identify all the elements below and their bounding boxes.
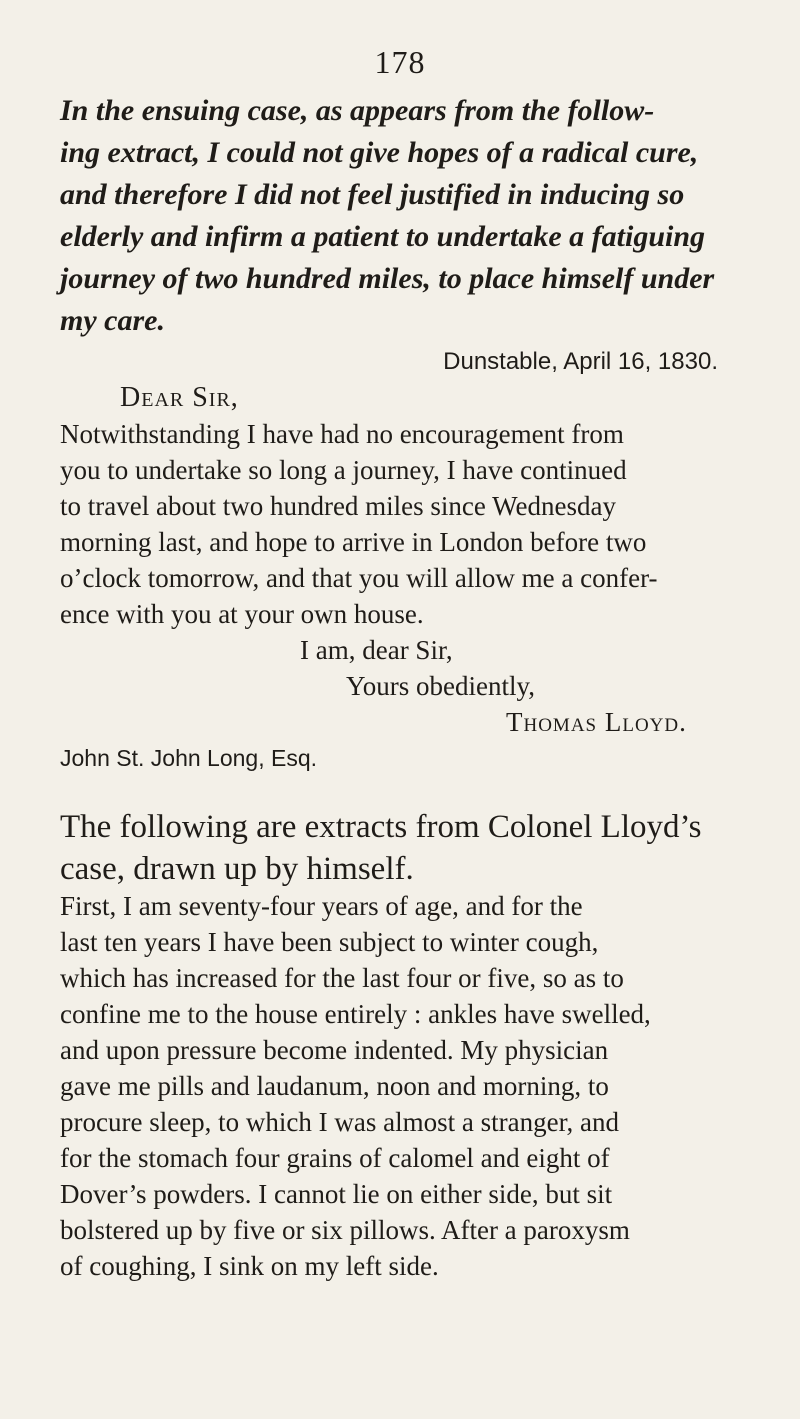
intro-paragraph: [60, 90, 740, 342]
letter-body-line: morning last, and hope to arrive in London before two: [60, 527, 647, 557]
page-number: 178: [374, 44, 426, 80]
case-line: gave me pills and laudanum, noon and morning, to: [60, 1071, 609, 1101]
intro-line: ing extract, I could not give hopes of a radical cure,: [60, 136, 699, 169]
letter: [60, 344, 740, 776]
intro-line: and therefore I did not feel justified in inducing so: [60, 178, 685, 211]
letter-signature: Thomas Lloyd.: [506, 707, 687, 737]
case-line: Dover’s powders. I cannot lie on either side, but sit: [60, 1179, 613, 1209]
case-line: of coughing, I sink on my left side.: [60, 1251, 439, 1281]
letter-valediction: Yours obediently,: [346, 671, 536, 701]
case-line: procure sleep, to which I was almost a stranger, and: [60, 1107, 619, 1137]
letter-body-line: o’clock tomorrow, and that you will allow me a confer-: [60, 563, 658, 593]
intro-line: journey of two hundred miles, to place himself under: [60, 262, 715, 295]
case-line: for the stomach four grains of calomel and eight of: [60, 1143, 610, 1173]
letter-body-line: ence with you at your own house.: [60, 599, 424, 629]
letter-body-line: to travel about two hundred miles since Wednesday: [60, 491, 616, 521]
case-line: bolstered up by five or six pillows. After a paroxysm: [60, 1215, 630, 1245]
case-line: which has increased for the last four or five, so as to: [60, 963, 624, 993]
letter-addressee: John St. John Long, Esq.: [60, 745, 318, 771]
case-line: First, I am seventy-four years of age, and for the: [60, 891, 583, 921]
case-line: last ten years I have been subject to winter cough,: [60, 927, 599, 957]
case-paragraph: [60, 888, 740, 1284]
intro-line: In the ensuing case, as appears from the follow-: [60, 94, 655, 127]
intro-line: my care.: [60, 304, 165, 337]
case-line: confine me to the house entirely : ankles have swelled,: [60, 999, 651, 1029]
letter-closing: I am, dear Sir,: [300, 635, 453, 665]
letter-dateline: Dunstable, April 16, 1830.: [443, 348, 718, 375]
letter-body-line: Notwithstanding I have had no encouragement from: [60, 419, 624, 449]
letter-body: [60, 416, 740, 632]
case-line: and upon pressure become indented. My physician: [60, 1035, 609, 1065]
letter-salutation: Dear Sir,: [120, 382, 239, 413]
intro-line: elderly and infirm a patient to undertake a fatiguing: [60, 220, 706, 253]
section-heading-line: The following are extracts from Colonel Lloyd’s: [60, 809, 702, 845]
section-heading: [60, 806, 750, 890]
section-heading-line: case, drawn up by himself.: [60, 851, 414, 887]
letter-body-line: you to undertake so long a journey, I have continued: [60, 455, 627, 485]
